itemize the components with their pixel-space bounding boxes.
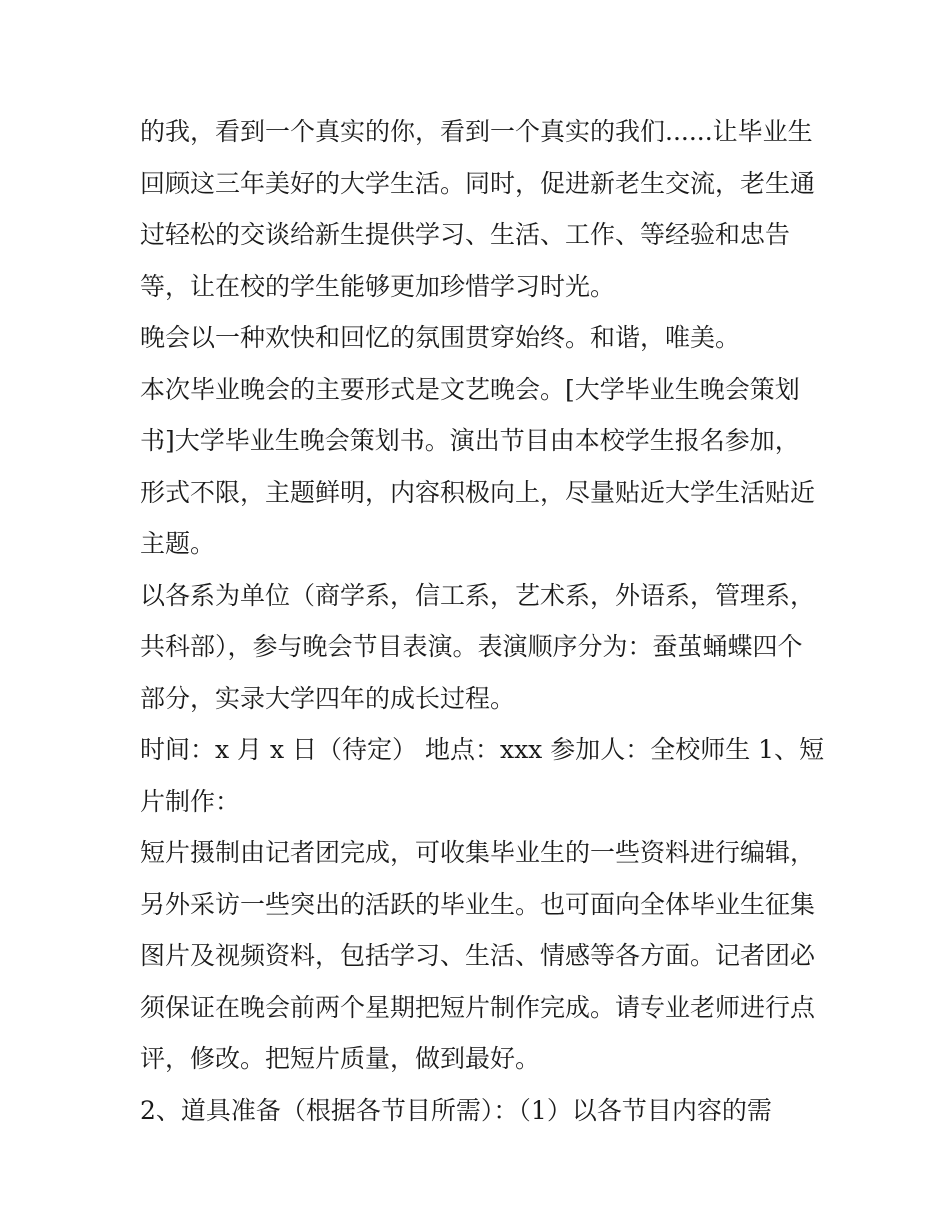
text-line: 回顾这三年美好的大学生活。同时，促进新老生交流，老生通 xyxy=(140,168,816,198)
text-line: 形式不限，主题鲜明，内容积极向上，尽量贴近大学生活贴近 xyxy=(140,477,816,507)
text-line: 书]大学毕业生晚会策划书。演出节目由本校学生报名参加， xyxy=(140,426,800,455)
text-line: 等，让在校的学生能够更加珍惜学习时光。 xyxy=(140,271,616,301)
text-line: 评，修改。把短片质量，做到最好。 xyxy=(140,1044,541,1073)
document-body xyxy=(140,106,825,1136)
text-line: 须保证在晚会前两个星期把短片制作完成。请专业老师进行点 xyxy=(140,992,816,1022)
paragraph-props xyxy=(140,1085,815,1137)
text-line: 以各系为单位（商学系，信工系，艺术系，外语系，管理系， xyxy=(140,580,816,610)
text-line: 另外采访一些突出的活跃的毕业生。也可面向全体毕业生征集 xyxy=(140,889,816,919)
text-line: 时间：x 月 x 日（待定） 地点：xxx 参加人：全校师生 1、短 xyxy=(140,735,825,764)
paragraph-intro xyxy=(140,106,815,312)
text-line: 过轻松的交谈给新生提供学习、生活、工作、等经验和忠告 xyxy=(140,220,791,249)
paragraph-short-film xyxy=(140,827,815,1085)
text-line: 短片摄制由记者团完成，可收集毕业生的一些资料进行编辑， xyxy=(140,838,816,867)
paragraph-schedule xyxy=(140,724,825,827)
text-line: 2、道具准备（根据各节目所需）：（1）以各节目内容的需 xyxy=(140,1095,772,1125)
paragraph-atmosphere xyxy=(140,312,815,364)
text-line: 图片及视频资料，包括学习、生活、情感等各方面。记者团必 xyxy=(140,941,816,970)
text-line: 片制作： xyxy=(140,786,241,816)
text-line: 主题。 xyxy=(140,529,216,558)
paragraph-format xyxy=(140,364,815,570)
text-line: 的我，看到一个真实的你，看到一个真实的我们......让毕业生 xyxy=(140,117,813,146)
text-line: 部分，实录大学四年的成长过程。 xyxy=(140,683,516,713)
text-line: 本次毕业晚会的主要形式是文艺晚会。[大学毕业生晚会策划 xyxy=(140,374,800,404)
text-line: 共科部），参与晚会节目表演。表演顺序分为：蚕茧蛹蝶四个 xyxy=(140,632,803,661)
paragraph-departments xyxy=(140,570,815,725)
text-line: 晚会以一种欢快和回忆的氛围贯穿始终。和谐，唯美。 xyxy=(140,323,741,352)
